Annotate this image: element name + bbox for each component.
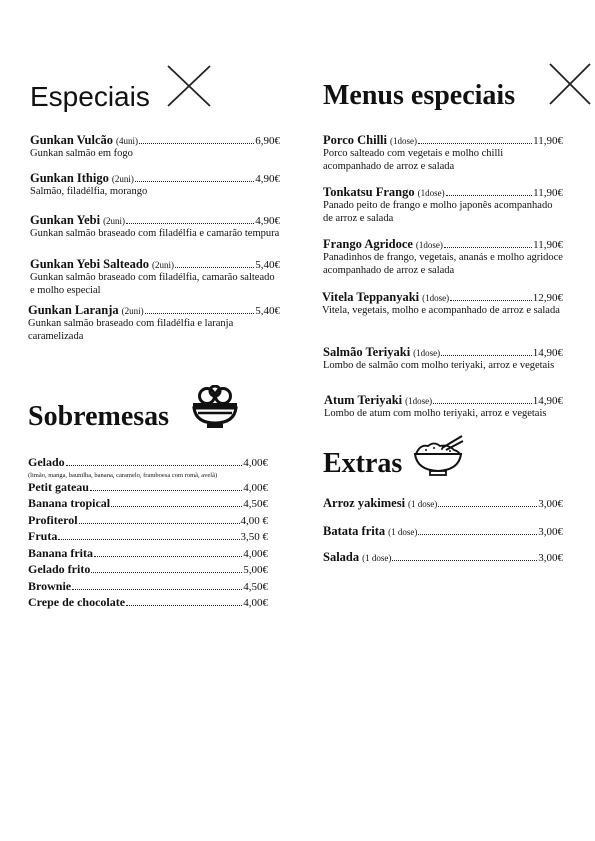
item-name: Gunkan Ithigo (30, 171, 109, 185)
item-desc: Gunkan salmão braseado com filadélfia e laranja caramelizada (28, 318, 234, 342)
item-name: Salada (323, 550, 360, 564)
dessert-item-banana-frita (28, 546, 268, 563)
item-name: Fruta (28, 529, 58, 543)
item-qty: (1dose) (415, 240, 443, 250)
item-name: Gunkan Yebi (30, 213, 101, 227)
menu-item-porco-chilli (323, 133, 563, 173)
item-name: Gunkan Vulcão (30, 133, 114, 147)
item-desc: Lombo de salmão com molho teriyaki, arroz e vegetais (323, 360, 555, 371)
item-name: Tonkatsu Frango (323, 185, 415, 199)
menu-item-gunkan-vulcao (30, 133, 280, 161)
item-qty: (1 dose) (408, 499, 438, 509)
section-title-sobremesas: Sobremesas (28, 401, 170, 432)
item-qty: (1dose) (390, 136, 418, 146)
item-qty: (2uni) (111, 174, 134, 184)
item-desc: Panado peito de frango e molho japonês acompanhado de arroz e salada (323, 200, 553, 224)
item-name: Gunkan Laranja (28, 303, 119, 317)
item-price: 3,50 € (240, 531, 268, 543)
dessert-item-fruta (28, 529, 268, 546)
item-price: 3,00€ (538, 498, 563, 510)
item-qty: (1dose) (413, 348, 441, 358)
item-desc: Porco salteado com vegetais e molho chilli acompanhado de arroz e salada (323, 148, 504, 172)
item-qty: (4uni) (116, 136, 139, 146)
menu-item-gunkan-yebi-salteado (30, 257, 280, 297)
item-price: 5,00€ (243, 564, 268, 576)
item-price: 4,00€ (243, 481, 268, 494)
gelado-flavors: (limão, manga, baunilha, banana, caramelo, framboesa com romã, avelã) (28, 471, 218, 479)
item-price: 6,90€ (255, 135, 280, 147)
item-name: Porco Chilli (323, 133, 388, 147)
item-desc: Vitela, vegetais, molho e acompanhado de arroz e salada (322, 305, 560, 316)
menu-item-gunkan-laranja (28, 303, 280, 343)
item-name: Vitela Teppanyaki (322, 290, 420, 304)
section-title-extras: Extras (323, 448, 403, 479)
dessert-item-banana-tropical (28, 496, 268, 513)
item-qty: (1dose) (417, 188, 445, 198)
item-price: 14,90€ (532, 347, 563, 359)
item-price: 14,90€ (532, 395, 563, 407)
item-desc: Panadinhos de frango, vegetais, ananás e molho agridoce acompanhado de arroz e salada (323, 252, 563, 276)
menu-item-tonkatsu-frango (323, 185, 563, 225)
item-price: 4,90€ (255, 173, 280, 185)
item-desc: Salmão, filadélfia, morango (30, 186, 148, 197)
item-name: Batata frita (323, 524, 386, 538)
dessert-list (28, 455, 268, 612)
dessert-item-profiterol (28, 513, 268, 530)
item-name: Gelado frito (28, 562, 91, 576)
chopsticks-cross-icon (166, 64, 212, 108)
menu-item-gunkan-yebi (30, 213, 280, 241)
menu-item-frango-agridoce (323, 237, 563, 277)
item-name: Salmão Teriyaki (323, 345, 411, 359)
item-desc: Gunkan salmão em fogo (30, 148, 133, 159)
menu-item-salmao-teriyaki (323, 345, 563, 373)
item-name: Profiterol (28, 512, 78, 527)
item-price: 4,00€ (243, 457, 268, 469)
item-qty: (2uni) (121, 306, 144, 316)
item-qty: (2uni) (152, 260, 175, 270)
item-qty: (1dose) (405, 396, 433, 406)
chopsticks-cross-icon (548, 62, 592, 106)
dessert-bowl-icon (190, 385, 240, 431)
item-price: 3,00€ (538, 526, 563, 538)
dessert-item-gelado-frito (28, 562, 268, 579)
item-qty: (1dose) (422, 293, 450, 303)
item-qty: (2uni) (103, 216, 126, 226)
dessert-item-crepe-de-chocolate (28, 595, 268, 612)
item-price: 5,40€ (255, 259, 280, 271)
dessert-item-gelado (28, 455, 268, 480)
item-price: 3,00€ (538, 552, 563, 564)
item-qty: (1 dose) (388, 527, 418, 537)
extra-item-arroz-yakimesi (323, 496, 563, 511)
item-name: Gelado (28, 455, 65, 469)
item-price: 12,90€ (532, 292, 563, 304)
item-name: Atum Teriyaki (324, 393, 403, 407)
item-name: Gunkan Yebi Salteado (30, 257, 150, 271)
item-name: Brownie (28, 578, 72, 593)
extra-item-salada (323, 550, 563, 565)
item-desc: Lombo de atum com molho teriyaki, arroz e vegetais (324, 408, 547, 419)
item-price: 11,90€ (533, 135, 563, 147)
section-title-menus-especiais: Menus especiais (323, 80, 516, 111)
item-name: Frango Agridoce (323, 237, 413, 251)
item-desc: Gunkan salmão braseado com filadélfia, camarão salteado e molho especial (30, 272, 275, 296)
item-name: Petit gateau (28, 479, 89, 494)
item-name: Banana tropical (28, 496, 111, 510)
menu-item-gunkan-ithigo (30, 171, 280, 199)
menu-item-vitela-teppanyaki (322, 290, 563, 318)
item-price: 4,00 € (240, 514, 268, 527)
item-price: 4,00€ (243, 547, 268, 560)
item-price: 4,00€ (243, 597, 268, 609)
item-price: 4,50€ (243, 498, 268, 510)
item-name: Banana frita (28, 545, 94, 560)
extra-item-batata-frita (323, 524, 563, 539)
item-price: 4,50€ (243, 580, 268, 593)
rice-bowl-icon (412, 434, 464, 480)
item-qty: (1 dose) (362, 553, 392, 563)
section-title-especiais: Especiais (30, 81, 150, 112)
item-price: 11,90€ (533, 187, 563, 199)
dessert-item-brownie (28, 579, 268, 596)
item-name: Arroz yakimesi (323, 496, 406, 510)
item-desc: Gunkan salmão braseado com filadélfia e camarão tempura (30, 228, 280, 239)
item-price: 5,40€ (255, 305, 280, 317)
dessert-item-petit-gateau (28, 480, 268, 497)
item-name: Crepe de chocolate (28, 595, 126, 609)
item-price: 11,90€ (533, 239, 563, 251)
item-price: 4,90€ (255, 215, 280, 227)
menu-item-atum-teriyaki (324, 393, 563, 421)
